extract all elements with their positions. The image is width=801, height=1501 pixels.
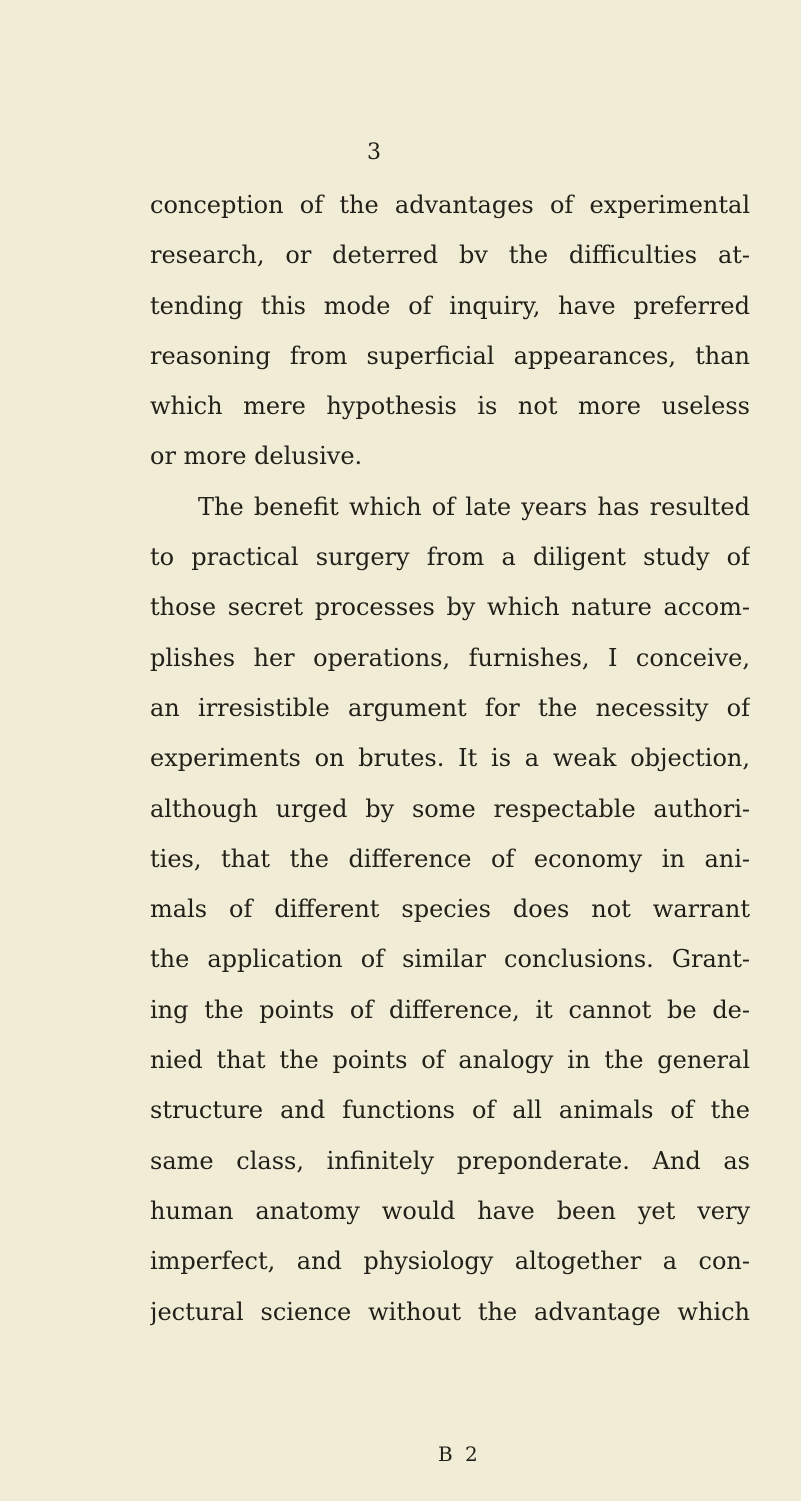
text-line: to practical surgery from a diligent study of: [150, 543, 750, 572]
text-line: the application of similar conclusions. Grant-: [150, 945, 750, 974]
text-line: ties, that the difference of economy in ani-: [150, 844, 750, 873]
text-line: same class, infinitely preponderate. And as: [150, 1146, 750, 1175]
text-line: research, or deterred bv the difficulties at-: [150, 241, 750, 270]
body-text: [150, 180, 750, 1337]
text-line: structure and functions of all animals of the: [150, 1096, 750, 1125]
page-number: 3: [367, 140, 381, 165]
text-line: mals of different species does not warrant: [150, 895, 750, 924]
text-line: The benefit which of late years has resulted: [198, 492, 750, 521]
text-line: experiments on brutes. It is a weak objection,: [150, 744, 750, 773]
text-line: tending this mode of inquiry, have preferred: [150, 291, 750, 320]
text-line: nied that the points of analogy in the general: [150, 1046, 750, 1075]
text-line: which mere hypothesis is not more useless: [150, 392, 750, 421]
text-line: those secret processes by which nature accom-: [150, 593, 750, 622]
text-line: human anatomy would have been yet very: [150, 1196, 750, 1225]
text-line: conception of the advantages of experimental: [150, 191, 750, 219]
text-line: imperfect, and physiology altogether a con-: [150, 1247, 750, 1276]
signature-mark: B 2: [438, 1442, 481, 1466]
text-line: or more delusive.: [150, 442, 363, 471]
text-line: an irresistible argument for the necessity of: [150, 693, 750, 722]
text-line: plishes her operations, furnishes, I conceive,: [150, 643, 750, 672]
text-line: although urged by some respectable authori-: [150, 794, 750, 823]
text-line: jectural science without the advantage which: [150, 1297, 750, 1326]
text-line: reasoning from superficial appearances, than: [150, 341, 750, 370]
text-line: ing the points of difference, it cannot be de-: [150, 995, 750, 1024]
